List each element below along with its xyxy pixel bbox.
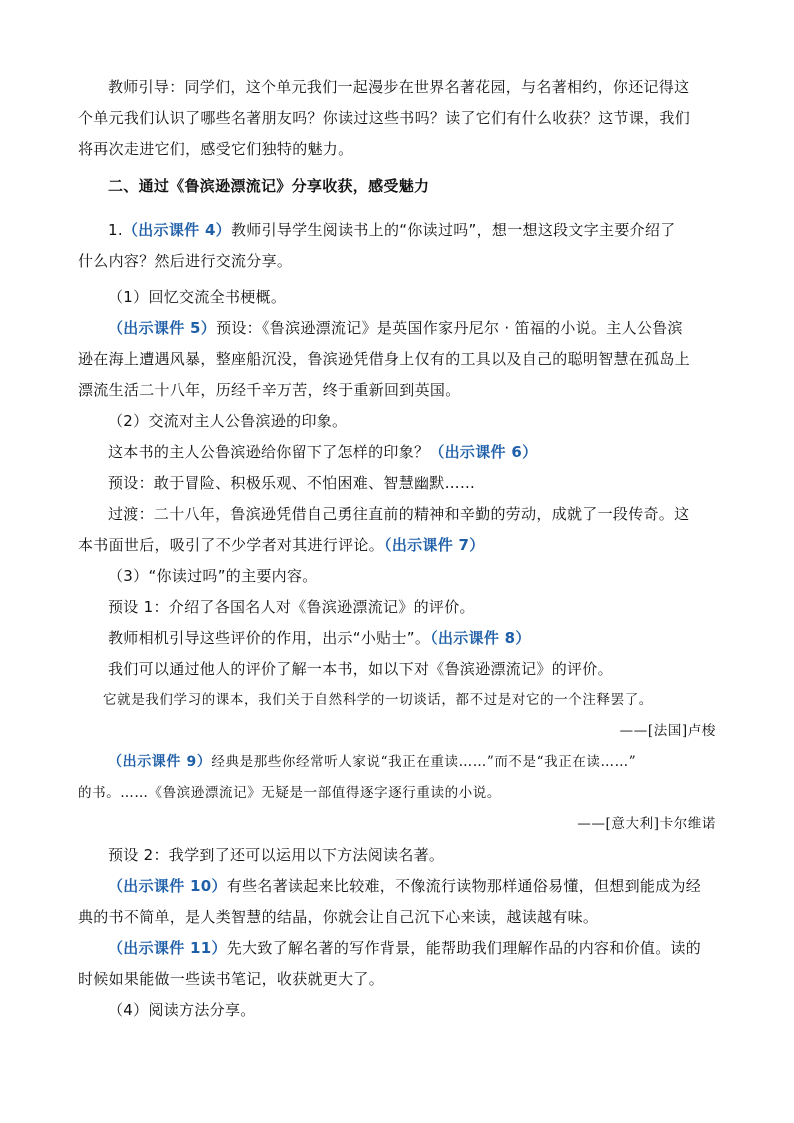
paragraph-line bbox=[108, 318, 683, 338]
courseware-tag: （出示课件 11） bbox=[108, 939, 227, 957]
line-text: 经典是那些你经常听人家说“我正在重读……”而不是“我正在读……” bbox=[211, 754, 637, 770]
courseware-tag: （出示课件 4） bbox=[122, 221, 231, 239]
section-heading: 二、通过《鲁滨逊漂流记》分享收获，感受魅力 bbox=[108, 177, 430, 195]
paragraph-line: 逊在海上遭遇风暴，整座船沉没，鲁滨逊凭借身上仅有的工具以及自己的聪明智慧在孤岛上 bbox=[78, 350, 691, 368]
line-text: 这本书的主人公鲁滨逊给你留下了怎样的印象？ bbox=[108, 443, 430, 461]
courseware-tag: （出示课件 9） bbox=[108, 754, 212, 770]
paragraph-line: 时候如果能做一些读书笔记，收获就更大了。 bbox=[78, 970, 385, 988]
paragraph-line: （4）阅读方法分享。 bbox=[108, 1001, 256, 1019]
paragraph-line bbox=[108, 628, 531, 648]
paragraph-line: 漂流生活二十八年，历经千辛万苦，终于重新回到英国。 bbox=[78, 381, 461, 399]
line-text: 有些名著读起来比较难，不像流行读物那样通俗易懂，但想到能成为经 bbox=[226, 877, 702, 895]
paragraph-line: 教师引导：同学们，这个单元我们一起漫步在世界名著花园，与名著相约，你还记得这 bbox=[108, 78, 690, 96]
paragraph-line bbox=[108, 442, 537, 462]
courseware-tag: （出示课件 6） bbox=[429, 443, 538, 461]
line-text: 本书面世后，吸引了不少学者对其进行评论。 bbox=[78, 536, 385, 554]
paragraph-line: 将再次走进它们，感受它们独特的魅力。 bbox=[78, 140, 354, 158]
courseware-tag: （出示课件 8） bbox=[430, 629, 531, 647]
quote-line bbox=[108, 752, 636, 772]
line-text: 教师相机引导这些评价的作用，出示“小贴士”。 bbox=[108, 629, 431, 647]
courseware-tag: （出示课件 7） bbox=[384, 536, 485, 554]
quote-line: 它就是我们学习的课本，我们关于自然科学的一切谈话，都不过是对它的一个注释罢了。 bbox=[103, 692, 653, 708]
line-text: 先大致了解名著的写作背景，能帮助我们理解作品的内容和价值。读的 bbox=[226, 939, 702, 957]
paragraph-line bbox=[108, 876, 701, 896]
paragraph-line bbox=[78, 535, 485, 555]
paragraph-line bbox=[108, 938, 701, 958]
paragraph-line: 典的书不简单，是人类智慧的结晶，你就会让自己沉下心来读，越读越有味。 bbox=[78, 908, 599, 926]
paragraph-line: （1）回忆交流全书梗概。 bbox=[108, 288, 287, 306]
item-number: 1. bbox=[108, 221, 123, 239]
paragraph-line: 个单元我们认识了哪些名著朋友吗？你读过这些书吗？读了它们有什么收获？这节课，我们 bbox=[78, 109, 691, 127]
quote-attribution: ——[法国]卢梭 bbox=[619, 723, 716, 739]
paragraph-line bbox=[108, 220, 676, 240]
paragraph-line: 过渡：二十八年，鲁滨逊凭借自己勇往直前的精神和辛勤的劳动，成就了一段传奇。这 bbox=[108, 505, 690, 523]
paragraph-line: 预设 1：介绍了各国名人对《鲁滨逊漂流记》的评价。 bbox=[108, 598, 475, 616]
paragraph-line: 我们可以通过他人的评价了解一本书，如以下对《鲁滨逊漂流记》的评价。 bbox=[108, 660, 613, 678]
paragraph-line: （2）交流对主人公鲁滨逊的印象。 bbox=[108, 412, 348, 430]
line-text: 教师引导学生阅读书上的“你读过吗”，想一想这段文字主要介绍了 bbox=[230, 221, 676, 239]
line-text: 预设：《鲁滨逊漂流记》是英国作家丹尼尔 · 笛福的小说。主人公鲁滨 bbox=[216, 319, 683, 337]
paragraph-line: 什么内容？然后进行交流分享。 bbox=[78, 252, 293, 270]
paragraph-line: 预设：敢于冒险、积极乐观、不怕困难、智慧幽默…… bbox=[108, 474, 476, 492]
paragraph-line: （3）“你读过吗”的主要内容。 bbox=[108, 567, 318, 585]
quote-line: 的书。……《鲁滨逊漂流记》无疑是一部值得逐字逐行重读的小说。 bbox=[78, 785, 501, 801]
courseware-tag: （出示课件 10） bbox=[108, 877, 227, 895]
quote-attribution: ——[意大利]卡尔维诺 bbox=[577, 816, 716, 832]
courseware-tag: （出示课件 5） bbox=[108, 319, 217, 337]
paragraph-line: 预设 2：我学到了还可以运用以下方法阅读名著。 bbox=[108, 846, 445, 864]
